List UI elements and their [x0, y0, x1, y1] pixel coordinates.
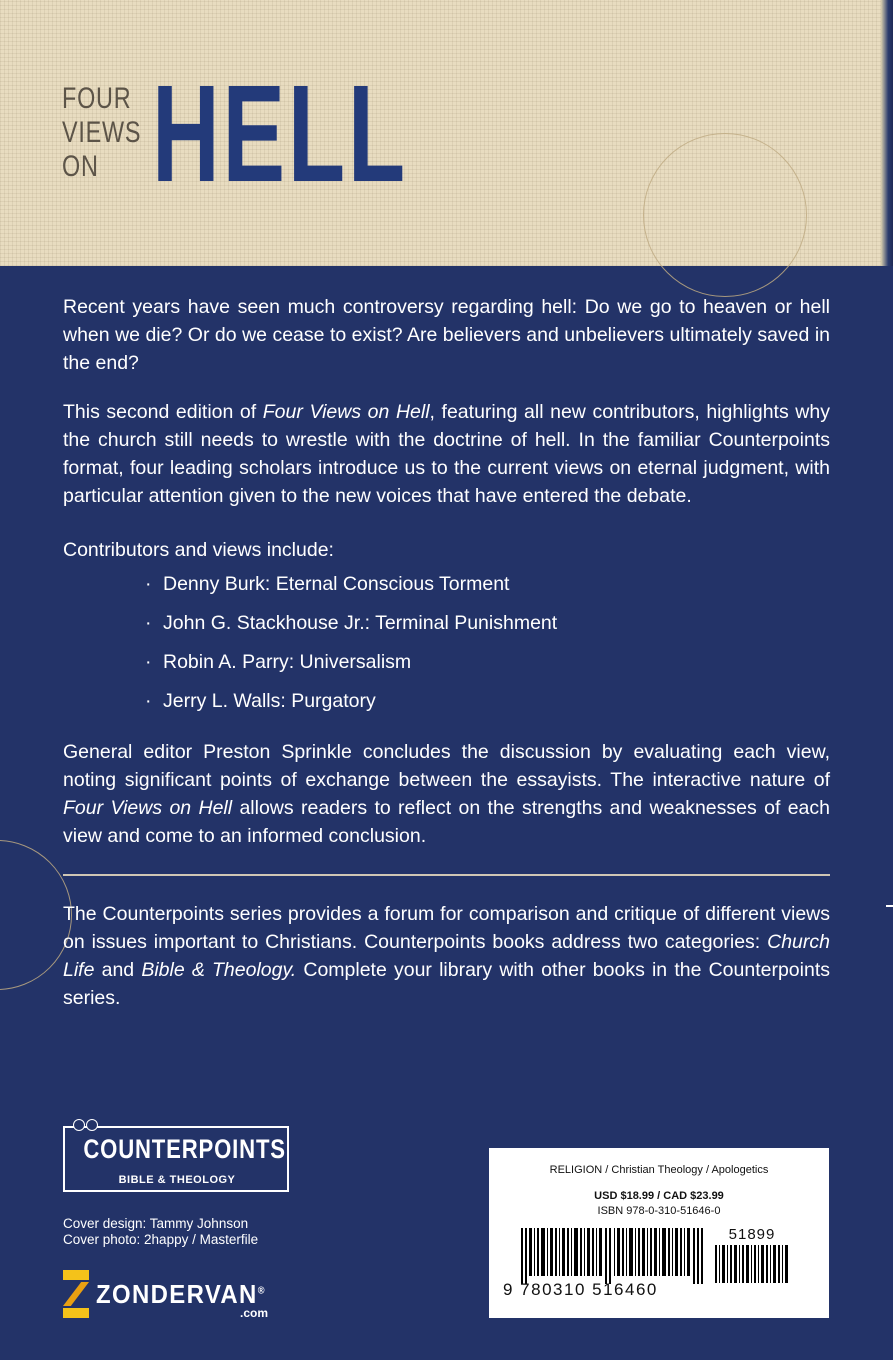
- contributor-list: [145, 570, 557, 726]
- list-item: [145, 648, 557, 687]
- paragraph-edition-start: This second edition of: [63, 401, 263, 423]
- paragraph-edition-rest: , featuring all new contributors, highlights why the church still needs to wrestle with the doctrine of hell. In the familiar Counterpoints format, four leading scholars introduce us to the current views on eternal judgment, with particular attention given to the new voices that have entered the debate.: [63, 401, 830, 507]
- decorative-circle-top: [643, 133, 807, 297]
- category-church-life: Church Life: [63, 931, 830, 981]
- paragraph-editor: [63, 738, 830, 850]
- publisher-domain: .com: [240, 1306, 269, 1320]
- bullet: ·: [145, 651, 152, 673]
- book-title-ref: Four Views on Hell: [63, 797, 233, 819]
- counterpoints-wordmark: COUNTERPOINTS: [83, 1134, 286, 1164]
- divider: [63, 874, 830, 876]
- barcode-icon: [521, 1228, 707, 1284]
- title-prefix: [62, 82, 141, 184]
- price: USD $18.99 / CAD $23.99: [594, 1190, 724, 1202]
- contributor-view: Denny Burk: Eternal Conscious Torment: [163, 573, 510, 595]
- contributors-heading: Contributors and views include:: [63, 539, 334, 561]
- paragraph-series-start: The Counterpoints series provides a forum for comparison and critique of different views on issues important to Christians. Counterpoints books address two categories:: [63, 903, 830, 953]
- cover-credits: [63, 1216, 258, 1248]
- book-title-ref: Four Views on Hell: [262, 401, 430, 423]
- title-word-on: ON: [62, 150, 99, 183]
- contributor-view: Jerry L. Walls: Purgatory: [163, 690, 376, 712]
- bullet: ·: [145, 690, 152, 712]
- registered-mark: ®: [257, 1285, 266, 1297]
- title-main: HELL: [152, 57, 408, 211]
- paragraph-series-and: and: [94, 959, 142, 981]
- paragraph-editor-rest: allows readers to reflect on the strengths and weaknesses of each view and come to an informed conclusion.: [63, 797, 830, 847]
- category-bible-theology: Bible & Theology.: [141, 959, 297, 981]
- edge-strip: [881, 0, 893, 266]
- bullet: ·: [145, 612, 152, 634]
- counterpoints-logo: [63, 1124, 289, 1188]
- list-item: [145, 609, 557, 648]
- paragraph-series-rest: Complete your library with other books in the Counterpoints series.: [63, 959, 830, 1009]
- barcode-number: 9 780310 516460: [503, 1280, 658, 1299]
- barcode-panel: [489, 1148, 829, 1318]
- paragraph-edition: [63, 398, 830, 510]
- price-addon-code: 51899: [728, 1226, 776, 1243]
- zondervan-mark-icon: [63, 1270, 89, 1318]
- contributor-view: Robin A. Parry: Universalism: [163, 651, 412, 673]
- credit-design: Cover design: Tammy Johnson: [63, 1216, 249, 1231]
- bullet: ·: [145, 573, 152, 595]
- edge-tick: [886, 905, 893, 907]
- paragraph-intro: Recent years have seen much controversy regarding hell: Do we go to heaven or hell when we die? Or do we cease to exist? Are believers and unbelievers ultimately saved in the end?: [63, 296, 830, 374]
- decorative-circle-left: [0, 840, 72, 990]
- bisac-category: RELIGION / Christian Theology / Apologetics: [549, 1164, 769, 1176]
- title-word-four: FOUR: [62, 82, 132, 115]
- list-item: [145, 570, 557, 609]
- paragraph-editor-start: General editor Preston Sprinkle concludes the discussion by evaluating each view, noting significant points of exchange between the essayists. The interactive nature of: [63, 741, 830, 791]
- counterpoints-subtitle: BIBLE & THEOLOGY: [107, 1172, 247, 1188]
- credit-photo: Cover photo: 2happy / Masterfile: [63, 1232, 259, 1247]
- contributor-view: John G. Stackhouse Jr.: Terminal Punishment: [163, 612, 558, 634]
- publisher-name: ZONDERVAN: [96, 1279, 258, 1309]
- title-word-views: VIEWS: [62, 116, 142, 149]
- list-item: [145, 687, 557, 726]
- isbn: ISBN 978-0-310-51646-0: [597, 1205, 721, 1217]
- paragraph-series: [63, 900, 830, 1012]
- addon-barcode-icon: [715, 1245, 789, 1283]
